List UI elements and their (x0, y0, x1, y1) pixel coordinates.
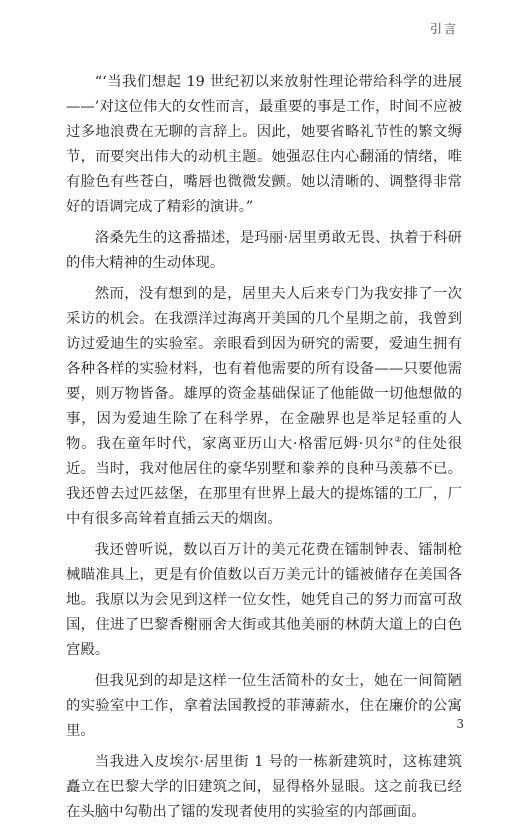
paragraph-description: 洛桑先生的这番描述，是玛丽·居里勇敢无畏、执着于科研的伟大精神的生动体现。 (66, 230, 462, 271)
page-number: 3 (456, 717, 464, 731)
paragraph-quote: “‘当我们想起 19 世纪初以来放射性理论带给科学的进展——’对这位伟大的女性而言，最重要的事是工作，时间不应被过多地浪费在无聊的言辞上。因此，她要省略礼节性的繁文缛节，而要突出伟大的动机主题。她强忍住内心翻涌的情绪，唯有脸色有些苍白，嘴唇也微微发颤。她以清晰的、调整得非常好的语调完成了精彩的演讲。” (66, 74, 462, 215)
paragraph-edison-tail: 的住处很近。当时，我对他居住的豪华别墅和豢养的良种马羡慕不已。我还曾去过匹兹堡，在那里有世界上最大的提炼镭的工厂，厂中有很多高耸着直插云天的烟囱。 (66, 436, 463, 527)
running-head: 引言 (429, 22, 458, 36)
footnote-marker[interactable]: ② (394, 435, 403, 445)
paragraph-edison-text: 然而，没有想到的是，居里夫人后来专门为我安排了一次采访的机会。在我漂洋过海离开美国的几个星期之前，我曾到访过爱迪生的实验室。亲眼看到因为研究的需要，爱迪生拥有各种各样的实验材料，也有着他需要的所有设备——只要他需要，则万物皆备。雄厚的资金基础保证了他能做一切他想做的事，因为爱迪生除了在科学界，在金融界也是举足轻重的人物。我在童年时代，家离亚历山大·格雷厄姆·贝尔 (66, 286, 462, 452)
paragraph-edison (66, 282, 462, 532)
body-text (66, 70, 462, 831)
paragraph-radium-value: 我还曾听说，数以百万计的美元花费在镭制钟表、镭制枪械瞄准具上，更是有价值数以百万美元计的镭被储存在美国各地。我原以为会见到这样一位女性，她凭自己的努力而富可敌国，住进了巴黎香榭丽舍大街或其他美丽的林荫大道上的白色宫殿。 (66, 542, 462, 658)
paragraph-pierre-curie-street: 当我进入皮埃尔·居里街 1 号的一栋新建筑时，这栋建筑矗立在巴黎大学的旧建筑之间，显得格外显眼。这之前我已经在头脑中勾勒出了镭的发现者使用的实验室的内部画面。 (66, 754, 462, 820)
paragraph-simple-life: 但我见到的却是这样一位生活简朴的女士，她在一间简陋的实验室中工作，拿着法国教授的菲薄薪水，住在廉价的公寓里。 (66, 673, 462, 739)
